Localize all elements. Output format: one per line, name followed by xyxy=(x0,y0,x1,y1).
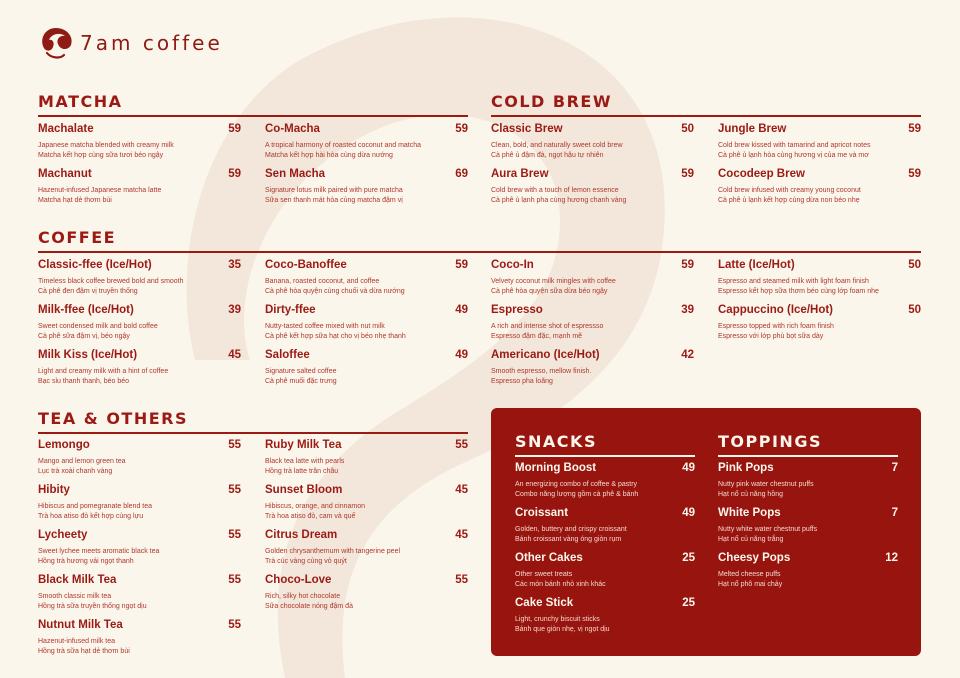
item-price: 25 xyxy=(682,597,695,609)
item-description-vi: Combo năng lượng gồm cà phê & bánh xyxy=(515,491,639,498)
menu-item-other-cakes xyxy=(515,552,695,590)
item-description: Cold brew kissed with tamarind and apricot notes xyxy=(718,142,871,149)
item-description: Velvety coconut milk mingles with coffee xyxy=(491,278,616,285)
snacks-toppings-panel xyxy=(491,408,921,656)
item-description: Smooth espresso, mellow finish. xyxy=(491,368,592,375)
item-name: Saloffee xyxy=(265,349,310,361)
item-price: 35 xyxy=(228,259,241,271)
menu-item-aura-brew xyxy=(491,168,694,206)
item-description: Light and creamy milk with a hint of coffee xyxy=(38,368,169,375)
item-price: 49 xyxy=(455,304,468,316)
item-name: Coco-In xyxy=(491,259,534,271)
item-description: Rich, silky hot chocolate xyxy=(265,593,341,600)
item-description: A rich and intense shot of espressso xyxy=(491,323,604,330)
item-description-vi: Hạt nổ củ năng hồng xyxy=(718,491,783,498)
menu-item-choco-love xyxy=(265,574,468,612)
item-description: Signature salted coffee xyxy=(265,368,337,375)
item-description-vi: Hồng trà hương vải ngọt thanh xyxy=(38,558,134,565)
item-description: Nutty pink water chestnut puffs xyxy=(718,481,814,488)
menu-item-classic-brew xyxy=(491,123,694,161)
section-snacks xyxy=(515,432,695,457)
menu-item-cake-stick xyxy=(515,597,695,635)
item-price: 55 xyxy=(228,439,241,451)
item-name: Nutnut Milk Tea xyxy=(38,619,123,631)
item-name: Co-Macha xyxy=(265,123,320,135)
item-description-vi: Hạt nổ phô mai chảy xyxy=(718,581,783,588)
item-description-vi: Cà phê ủ lạnh kết hợp cùng dừa non béo nhẹ xyxy=(718,197,860,204)
item-description-vi: Bạc sỉu thanh thanh, béo béo xyxy=(38,378,130,385)
item-name: Cheesy Pops xyxy=(718,552,791,564)
menu-item-coco-banoffee xyxy=(265,259,468,297)
item-description-vi: Hồng trà latte trân châu xyxy=(265,468,339,475)
item-price: 69 xyxy=(455,168,468,180)
item-description-vi: Cà phê hòa quyện cùng chuối và dừa nướng xyxy=(265,288,405,295)
item-description: Nutty white water chestnut puffs xyxy=(718,526,818,533)
item-name: Classic-ffee (Ice/Hot) xyxy=(38,259,152,271)
item-name: Americano (Ice/Hot) xyxy=(491,349,600,361)
section-title-snacks: SNACKS xyxy=(515,432,597,451)
menu-item-ruby-milk-tea xyxy=(265,439,468,477)
menu-item-citrus-dream xyxy=(265,529,468,567)
coffee-bean-logo-icon xyxy=(38,25,74,61)
item-description-vi: Cà phê ủ lạnh pha cùng hương chanh vàng xyxy=(491,197,627,204)
section-title-cold-brew: COLD BREW xyxy=(491,92,612,111)
brand-logo xyxy=(38,25,223,61)
menu-item-espresso xyxy=(491,304,694,342)
section-toppings xyxy=(718,432,898,457)
item-description: Melted cheese puffs xyxy=(718,571,781,578)
item-description-vi: Cà phê kết hợp sữa hạt cho vị béo nhẹ thanh xyxy=(265,333,406,340)
item-description: Hazenut-infused milk tea xyxy=(38,638,116,645)
item-description: Cold brew with a touch of lemon essence xyxy=(491,187,619,194)
item-description-vi: Hồng trà sữa hạt dẻ thơm bùi xyxy=(38,648,130,655)
item-description-vi: Cà phê hòa quyện sữa dừa béo ngậy xyxy=(491,288,608,295)
section-tea-others xyxy=(38,409,468,434)
item-description-vi: Hạt nổ củ năng trắng xyxy=(718,536,784,543)
item-name: Ruby Milk Tea xyxy=(265,439,342,451)
item-name: Jungle Brew xyxy=(718,123,787,135)
item-description: Hazenut-infused Japanese matcha latte xyxy=(38,187,162,194)
menu-item-hibity xyxy=(38,484,241,522)
brand-name: 7am coffee xyxy=(80,31,223,55)
item-description: Black tea latte with pearls xyxy=(265,458,345,465)
item-description: Sweet condensed milk and bold coffee xyxy=(38,323,158,330)
menu-item-cappuccino xyxy=(718,304,921,342)
item-description: Smooth classic milk tea xyxy=(38,593,112,600)
item-description: Espresso topped with rich foam finish xyxy=(718,323,834,330)
item-price: 59 xyxy=(455,123,468,135)
item-name: Pink Pops xyxy=(718,462,774,474)
item-price: 55 xyxy=(228,529,241,541)
item-price: 45 xyxy=(455,484,468,496)
menu-item-machalate xyxy=(38,123,241,161)
item-price: 59 xyxy=(681,168,694,180)
item-price: 55 xyxy=(455,439,468,451)
item-name: Citrus Dream xyxy=(265,529,338,541)
menu-item-classic-ffee xyxy=(38,259,241,297)
item-price: 59 xyxy=(228,123,241,135)
menu-item-machanut xyxy=(38,168,241,206)
menu-item-latte xyxy=(718,259,921,297)
item-name: Dirty-ffee xyxy=(265,304,316,316)
menu-item-lemongo xyxy=(38,439,241,477)
menu-item-nutnut-milk-tea xyxy=(38,619,241,657)
section-divider xyxy=(38,115,468,117)
item-name: Sen Macha xyxy=(265,168,326,180)
menu-item-dirty-ffee xyxy=(265,304,468,342)
item-name: Espresso xyxy=(491,304,543,316)
item-name: Coco-Banoffee xyxy=(265,259,347,271)
item-price: 55 xyxy=(228,574,241,586)
menu-item-co-macha xyxy=(265,123,468,161)
item-description-vi: Espresso đậm đặc, mạnh mẽ xyxy=(491,333,583,340)
item-description-vi: Cà phê đen đậm vị truyền thống xyxy=(38,288,138,295)
item-price: 50 xyxy=(908,304,921,316)
item-description-vi: Trà hoa atiso đỏ kết hợp cùng lựu xyxy=(38,513,144,520)
item-description-vi: Sữa chocolate nóng đậm đà xyxy=(265,603,353,610)
item-description-vi: Các món bánh nhỏ xinh khác xyxy=(515,581,606,588)
item-price: 59 xyxy=(455,259,468,271)
menu-item-croissant xyxy=(515,507,695,545)
item-description-vi: Matcha kết hợp cùng sữa tươi béo ngậy xyxy=(38,152,164,159)
menu-item-white-pops xyxy=(718,507,898,545)
item-name: Milk Kiss (Ice/Hot) xyxy=(38,349,138,361)
menu-item-sen-macha xyxy=(265,168,468,206)
item-description: Hibiscus and pomegranate blend tea xyxy=(38,503,153,510)
menu-item-jungle-brew xyxy=(718,123,921,161)
item-description: Clean, bold, and naturally sweet cold brew xyxy=(491,142,623,149)
item-description: Nutty-tasted coffee mixed with nut milk xyxy=(265,323,385,330)
item-description: A tropical harmony of roasted coconut and matcha xyxy=(265,142,422,149)
item-price: 55 xyxy=(228,619,241,631)
item-name: Lycheety xyxy=(38,529,88,541)
item-price: 55 xyxy=(228,484,241,496)
item-price: 59 xyxy=(681,259,694,271)
item-name: Lemongo xyxy=(38,439,90,451)
item-price: 49 xyxy=(455,349,468,361)
item-description: Espresso and steamed milk with light foam finish xyxy=(718,278,869,285)
item-description-vi: Trà cúc vàng cùng vỏ quýt xyxy=(265,558,347,565)
item-description-vi: Lục trà xoài chanh vàng xyxy=(38,468,113,475)
item-description-vi: Matcha hạt dẻ thơm bùi xyxy=(38,197,112,204)
menu-item-pink-pops xyxy=(718,462,898,500)
menu-item-morning-boost xyxy=(515,462,695,500)
section-divider xyxy=(718,455,898,457)
item-price: 25 xyxy=(682,552,695,564)
item-price: 39 xyxy=(681,304,694,316)
item-description-vi: Hồng trà sữa truyền thống ngọt dịu xyxy=(38,603,147,610)
section-divider xyxy=(38,432,468,434)
item-description: Timeless black coffee brewed bold and smooth xyxy=(38,278,184,285)
section-title-toppings: TOPPINGS xyxy=(718,432,822,451)
item-description: Sweet lychee meets aromatic black tea xyxy=(38,548,160,555)
item-name: Sunset Bloom xyxy=(265,484,343,496)
item-price: 7 xyxy=(891,462,898,474)
section-divider xyxy=(491,115,921,117)
item-description-vi: Matcha kết hợp hài hòa cùng dừa nướng xyxy=(265,152,393,159)
item-description: Cold brew infused with creamy young coconut xyxy=(718,187,861,194)
menu-item-lycheety xyxy=(38,529,241,567)
item-price: 45 xyxy=(455,529,468,541)
section-title-tea-others: TEA & OTHERS xyxy=(38,409,188,428)
menu-item-cocodeep-brew xyxy=(718,168,921,206)
item-price: 50 xyxy=(908,259,921,271)
item-name: Latte (Ice/Hot) xyxy=(718,259,795,271)
item-name: Classic Brew xyxy=(491,123,563,135)
section-title-matcha: MATCHA xyxy=(38,92,123,111)
item-price: 12 xyxy=(885,552,898,564)
item-description-vi: Cà phê muối đặc trưng xyxy=(265,378,337,385)
section-divider xyxy=(38,251,921,253)
section-divider xyxy=(515,455,695,457)
item-name: Cappuccino (Ice/Hot) xyxy=(718,304,834,316)
item-description-vi: Bánh croissant vàng óng giòn rụm xyxy=(515,536,622,543)
item-name: Cake Stick xyxy=(515,597,574,609)
item-description: Golden chrysanthemum with tangerine peel xyxy=(265,548,401,555)
item-description-vi: Trà hoa atiso đỏ, cam và quế xyxy=(265,513,356,520)
item-price: 59 xyxy=(908,168,921,180)
item-description: Light, crunchy biscuit sticks xyxy=(515,616,600,623)
item-description: Golden, buttery and crispy croissant xyxy=(515,526,627,533)
item-price: 55 xyxy=(455,574,468,586)
section-coffee xyxy=(38,228,921,253)
menu-item-americano xyxy=(491,349,694,387)
menu-item-black-milk-tea xyxy=(38,574,241,612)
item-price: 59 xyxy=(228,168,241,180)
menu-item-sunset-bloom xyxy=(265,484,468,522)
item-name: Black Milk Tea xyxy=(38,574,117,586)
item-price: 42 xyxy=(681,349,694,361)
item-price: 49 xyxy=(682,507,695,519)
item-description: Hibiscus, orange, and cinnamon xyxy=(265,503,366,510)
item-price: 45 xyxy=(228,349,241,361)
item-price: 7 xyxy=(891,507,898,519)
item-name: Aura Brew xyxy=(491,168,549,180)
item-price: 39 xyxy=(228,304,241,316)
item-name: Croissant xyxy=(515,507,569,519)
section-matcha xyxy=(38,92,468,117)
menu-item-saloffee xyxy=(265,349,468,387)
item-description: Other sweet treats xyxy=(515,571,573,578)
item-description: Mango and lemon green tea xyxy=(38,458,126,465)
item-price: 50 xyxy=(681,123,694,135)
item-name: Cocodeep Brew xyxy=(718,168,805,180)
menu-item-cheesy-pops xyxy=(718,552,898,590)
item-description-vi: Bánh que giòn nhẹ, vị ngọt dịu xyxy=(515,626,610,633)
item-name: Machalate xyxy=(38,123,94,135)
item-name: Machanut xyxy=(38,168,92,180)
item-description-vi: Espresso kết hợp sữa thơm béo cùng lớp foam nhẹ xyxy=(718,288,879,295)
item-description-vi: Espresso pha loãng xyxy=(491,378,553,385)
item-price: 49 xyxy=(682,462,695,474)
menu-item-milk-ffee xyxy=(38,304,241,342)
item-description: Banana, roasted coconut, and coffee xyxy=(265,278,380,285)
item-price: 59 xyxy=(908,123,921,135)
item-description-vi: Cà phê sữa đậm vị, béo ngậy xyxy=(38,333,130,340)
section-title-coffee: COFFEE xyxy=(38,228,117,247)
item-description-vi: Cà phê ủ lạnh hòa cùng hương vị của me và mơ xyxy=(718,152,869,159)
item-name: Hibity xyxy=(38,484,70,496)
item-description-vi: Sữa sen thanh mát hòa cùng matcha đậm vị xyxy=(265,197,403,204)
item-description-vi: Cà phê ủ đậm đà, ngọt hậu tự nhiên xyxy=(491,152,604,159)
item-description: An energizing combo of coffee & pastry xyxy=(515,481,638,488)
menu-item-coco-in xyxy=(491,259,694,297)
item-name: Other Cakes xyxy=(515,552,583,564)
section-cold-brew xyxy=(491,92,921,117)
item-name: Milk-ffee (Ice/Hot) xyxy=(38,304,134,316)
item-description-vi: Espresso với lớp phủ bọt sữa dày xyxy=(718,333,824,340)
item-name: White Pops xyxy=(718,507,781,519)
menu-item-milk-kiss xyxy=(38,349,241,387)
item-name: Morning Boost xyxy=(515,462,597,474)
item-description: Japanese matcha blended with creamy milk xyxy=(38,142,174,149)
item-description: Signature lotus milk paired with pure matcha xyxy=(265,187,403,194)
item-name: Choco-Love xyxy=(265,574,332,586)
